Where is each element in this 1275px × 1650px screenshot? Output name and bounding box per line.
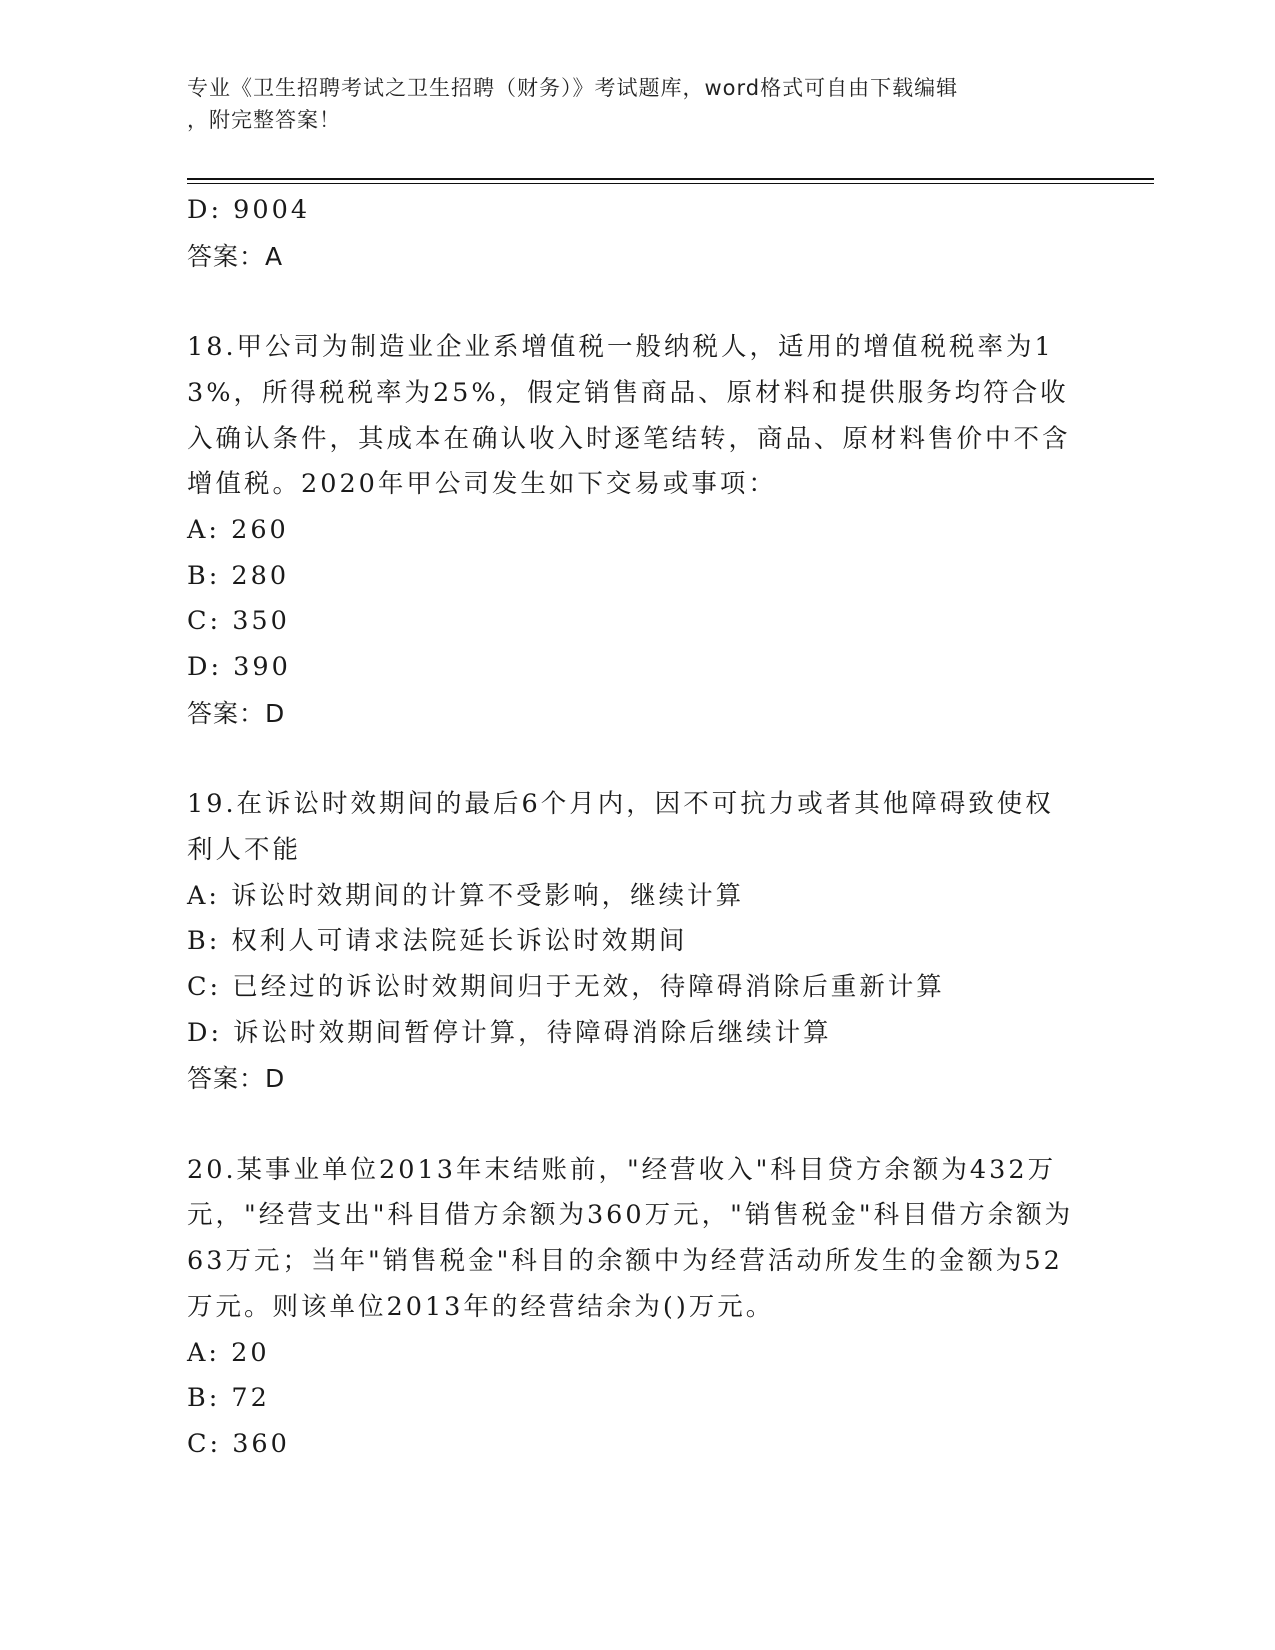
option-c: C: 350 [187,606,290,637]
question-19 [187,782,1087,1102]
question-stem: 19.在诉讼时效期间的最后6个月内，因不可抗力或者其他障碍致使权利人不能 [187,789,1054,865]
question-answer: 答案：D [187,698,286,728]
spacer [187,279,1087,325]
document-header [187,72,1077,136]
question-20 [187,1148,1087,1468]
q17-answer: 答案：A [187,241,284,271]
spacer [187,736,1087,782]
header-divider-thin [187,183,1154,184]
question-18 [187,325,1087,736]
option-c: C: 360 [187,1428,290,1459]
option-b: B: 权利人可请求法院延长诉讼时效期间 [187,926,688,957]
option-d: D: 诉讼时效期间暂停计算，待障碍消除后继续计算 [187,1017,832,1048]
option-a: A: 20 [187,1337,270,1368]
option-c: C: 已经过的诉讼时效期间归于无效，待障碍消除后重新计算 [187,971,945,1002]
option-a: A: 260 [187,514,289,545]
header-line-1: 专业《卫生招聘考试之卫生招聘（财务）》考试题库，word格式可自由下载编辑 [187,76,959,100]
question-stem: 20.某事业单位2013年末结账前，"经营收入"科目贷方余额为432万元，"经营支出"科目借方余额为360万元，"销售税金"科目借方余额为63万元；当年"销售税金"科目的余额中为经营活动所发生的金额为52万元。则该单位2013年的经营结余为()万元。 [187,1154,1074,1322]
question-stem: 18.甲公司为制造业企业系增值税一般纳税人，适用的增值税税率为13%，所得税税率为25%，假定销售商品、原材料和提供服务均符合收入确认条件，其成本在确认收入时逐笔结转，商品、原材料售价中不含增值税。2020年甲公司发生如下交易或事项： [187,332,1071,500]
header-line-2: ，附完整答案！ [187,108,341,132]
option-a: A: 诉讼时效期间的计算不受影响，继续计算 [187,880,745,911]
q17-option-d: D: 9004 [187,195,311,225]
spacer [187,1102,1087,1148]
question-list [187,188,1087,1468]
question-answer: 答案：D [187,1064,286,1094]
option-d: D: 390 [187,652,291,683]
header-divider [187,178,1154,180]
option-b: B: 72 [187,1383,270,1414]
option-b: B: 280 [187,560,290,591]
